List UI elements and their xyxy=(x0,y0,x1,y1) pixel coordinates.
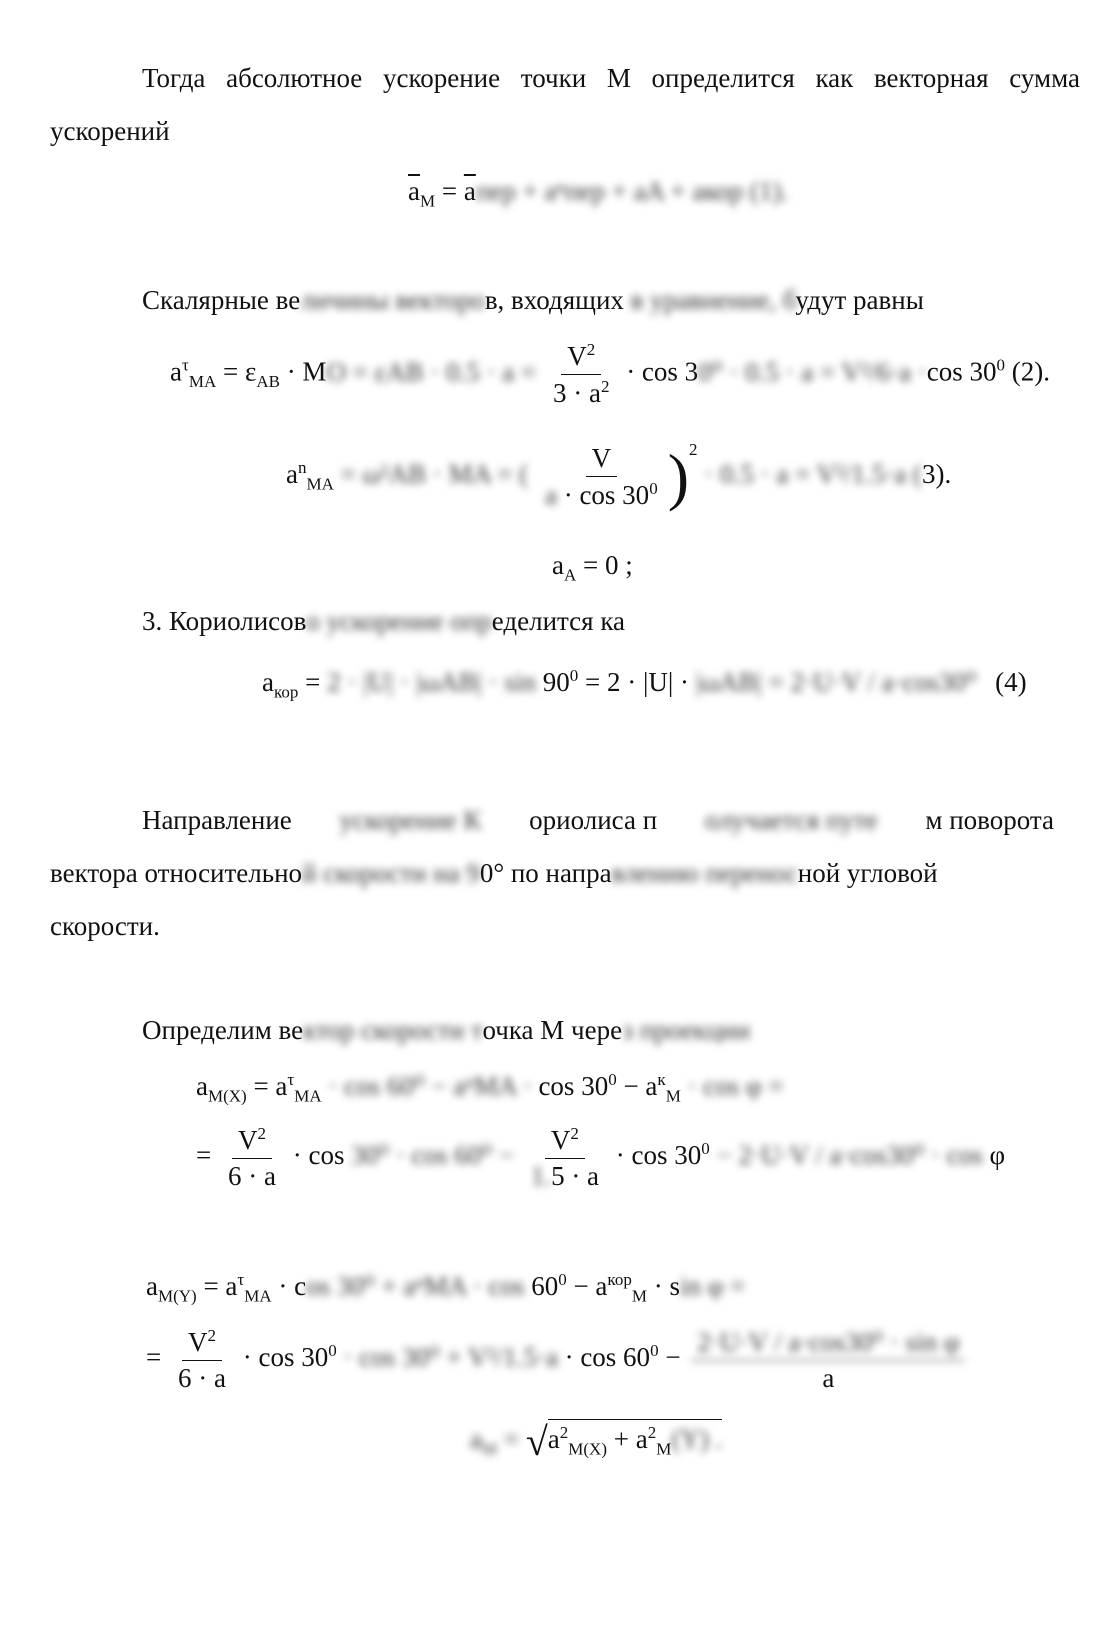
equation-3: $a^n_{MA} = \omega^2AB$ · MA = ( $\frac{V}{a \cdot \cos 30^0}$ )$^2$ · 0.5 · a = V²/1.5·a (3). xyxy=(286,440,952,512)
blurred-region: · cos 60⁰ − aⁿMA · xyxy=(321,1071,532,1101)
equation-amy: $a_{M(Y)} = a^\tau_{MA} \cdot \cos 30^0 + a^nMA \cdot \cos 60^0 - a^{кор}_M \cdot \sin \varphi$ = xyxy=(146,1270,746,1306)
equation-4: $a_{кор} = 2 \cdot |U| \cdot |\omega AB| \cdot \sin 90^0 = 2 \cdot |U| \cdot |\omega AB| = 2\cdot U\cdot V / a\cdot\cos 30^0$ (4) xyxy=(262,666,1027,702)
blurred-region: личины векторо xyxy=(300,285,485,315)
blurred-region: 0⁰ · 0.5 · a = V²/6·a · xyxy=(698,356,927,387)
paragraph-direction-line2: вектора относительной скорости на 90° по направлению переносной угловой xyxy=(50,858,938,888)
blurred-region: · cos 30⁰ + V²/1.5·a xyxy=(336,1342,558,1373)
equation-amx-expanded: = $\frac{V^2}{6 \cdot a}$ · cos 30⁰ · cos 60⁰ − $\frac{V^2}{1.5 \cdot a}$ · $\cos 30^0 - 2\cdot U\cdot V / a\cdot\cos 30^0 \cdot \cos \varphi$ xyxy=(196,1124,1006,1191)
equation-number: (4) xyxy=(995,667,1027,697)
paragraph-direction-line3: скорости. xyxy=(50,911,160,941)
paragraph-intro-text: Тогда абсолютное ускорение точки М определится как векторная сумма ускорений xyxy=(50,63,1080,146)
blurred-region: влению перенос xyxy=(611,858,798,888)
paragraph-scalar: Скалярные величины векторов, входящих в уравнение, будут равны xyxy=(142,285,924,315)
blurred-region: · cos φ = xyxy=(680,1071,784,1101)
equation-amy-expanded: = $\frac{V^2}{6 \cdot a}$ · $\cos 30^0 \cdot \cos 30^0 + V^2/1.5\cdot a \cdot \cos 60^0$ − $\frac{\text{2·U·V / a·cos30⁰ · sin φ}}{a}$ xyxy=(146,1326,969,1394)
equation-number: 3). xyxy=(922,459,952,490)
blurred-region: в уравнение, б xyxy=(623,285,796,315)
equation-amx: $a_{M(X)} = a^\tau_{MA} \cdot \cos 60^0 - a^nMA \cdot \cos 30^0 - a^к_M \cdot \cos \varphi$ = xyxy=(196,1070,784,1106)
blurred-region: in φ = xyxy=(679,1271,746,1301)
blurred-region: ктор скорости т xyxy=(303,1015,483,1045)
equation-2: $a^\tau_{MA} = \varepsilon_{AB}$ · MO = εAB · 0.5 · a = $\frac{V^2}{3 \cdot a^2}$ · cos 30⁰ · 0.5 · a = V²/6·a ·cos $30^0$ (2). xyxy=(170,340,1050,408)
equation-am-magnitude: $a_M = √a^2_{M(X)} + a^2_M(Y)$ . xyxy=(470,1419,723,1464)
blurred-region: |ωAB| = 2·U·V / a·cos30⁰ xyxy=(689,667,977,697)
equation-1: $\overline{a}_M = \overline{a}пер + a^nпер$ + aA + aкор (1). xyxy=(408,176,789,211)
paragraph-coriolis: 3. Кориолисово ускорение определится ка xyxy=(142,606,626,636)
blurred-region: з проекции xyxy=(622,1015,751,1045)
blurred-region: $a_M$ = xyxy=(470,1423,526,1459)
blurred-region: O = εAB · 0.5 · a = xyxy=(326,356,543,387)
equation-a-a: $a_A = 0$ ; xyxy=(552,550,633,585)
blurred-region: 2 · |U| · |ωAB| · sin xyxy=(320,667,543,697)
blurred-region: ускорение К xyxy=(339,805,482,835)
blurred-region: = ω²AB · MA = ( xyxy=(333,459,529,490)
blurred-region: 30⁰ · cos 60⁰ − xyxy=(344,1140,521,1171)
fraction-v2-3a2: $\frac{V^2}{3 \cdot a^2}$ xyxy=(552,340,610,408)
paragraph-direction-line1: Направление ускорение К ориолиса п олучается путе м поворота xyxy=(142,805,1054,835)
blurred-region: os 30⁰ + aⁿMA · cos xyxy=(306,1271,532,1301)
blurred-region: − 2·U·V / a·cos30⁰ · cos xyxy=(709,1140,983,1171)
blurred-region: о ускорение опр xyxy=(306,606,492,636)
blurred-region: · 0.5 · a = V²/1.5·a ( xyxy=(697,459,923,490)
paragraph-define: Определим вектор скорости точка М через проекции xyxy=(142,1015,751,1045)
fraction-v-acos30: $\frac{V}{a \cdot \cos 30^0}$ xyxy=(544,443,658,510)
blurred-region: олучается путе xyxy=(704,805,878,835)
equation-number: (2). xyxy=(1011,356,1050,387)
paragraph-intro xyxy=(50,52,1080,158)
blurred-region: пер + aⁿпер + aA + aкор (1). xyxy=(475,176,789,206)
blurred-region: (Y) . xyxy=(671,1423,723,1454)
blurred-region: й скорости на 9 xyxy=(302,858,480,888)
